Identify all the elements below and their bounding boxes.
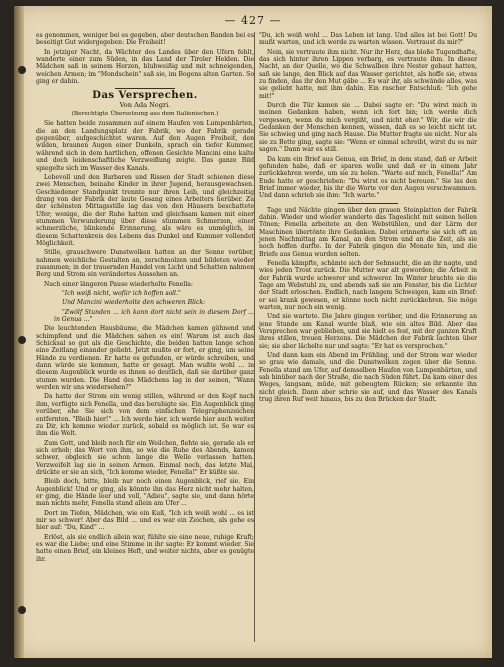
section-divider <box>115 88 175 89</box>
story-paragraph: Zum Gott, und bleib noch für ein Weilchen, flehte sie, gerade als er sich erhob; das Wort von ihm, so wie die Ruhe des Abends, kamen schwer, obgleich sie schon lange die Welle verlassen hatten. Verzweifelt lag sie in seinen Armen. Einmal noch, das letzte Mal, drückte er sie an sich, "Ich komme wieder, Fenella!" Er küßte sie. <box>36 439 254 476</box>
story-paragraph: "Du, ich weiß wohl ... Das Leben ist lang. Und alles ist bei Gott! Du mußt warten, und ich werde zu warten wissen. Vertraust du mir?" <box>259 32 477 47</box>
story-verse: "Ich weiß nicht, wofür ich hoffen soll." <box>62 290 181 297</box>
binding-hole <box>18 606 26 614</box>
story-title: Das Versprechen. <box>92 90 198 102</box>
story-paragraph: Nein, sie vertraute ihm nicht. Nur ihr Herz, das bloße Tugendhafte, das sich hinter ihren Lippen verbarg, es vertraute ihm. In dieser Nacht, an der Quelle, wo die Schwalben ihre Nester gebaut hatten, saß sie lange, den Blick auf das Wasser gerichtet, als hoffe sie, etwas zu finden, das ihr den Mut gäbe ... Es war ihr, als schwände alles, was sie geliebt hatte, mit ihm dahin. Ein rascher Entschluß: "Ich gehe mit!" <box>259 48 477 100</box>
intro-paragraph: es genommen, weniger bei es gegeben, aber deutschen Banden bei es beseitigt Gut widergegeben: Die Freiheit! <box>36 32 254 47</box>
story-paragraph: Sie hatten beide zusammen auf einem Haufen von Lumpenbärten, die an den Landungsplatz der Fabrik, wo der Fabrik gerade gegenüber, aufgeschichtet waren. Auf den Augen Freiheit, den wilden, braunen Augen einer Dunkeln, sprach ein tiefer Kummer, während sich in dem hartlichen, offenen Gesichte Mancini eine kalte und doch leidenschaftliche Verzweiflung zeigte. Das ganze Bild spiegelte sich im Wasser des Kanals. <box>36 120 254 172</box>
story-paragraph: Da hatte der Strom ein wenig stillen, während er den Kopf nach ihm, verfügte sich Fenella, und das beruhigte sie. Ein Augenblick ging vorüber, ehe Sie sich von dem einfachen Telegraphenzeichen entfernten. "Bleib hier!" ... Ich werde hier, ich werde hier auch weiter zu Dir, ich komme wieder zurück, sobald es möglich ist. So war es ihm die Welt. <box>36 393 254 438</box>
left-column <box>36 32 254 565</box>
page-binding-edge <box>14 6 24 658</box>
story-paragraph: Lebevoll und den Barbaren und Rissen der Stadt schienen diese zwei Menschen, beinahe Kinder in ihrer Jugend, herausgewachsen. Geschiedener Standpunkt trennte nur ihren Leib, und gleichzeitig drang von der Fabrik der laute Gesang eines Arbeiters herüber. Zu der schönsten Mittagsstille lag das von den Häusern beschattete Ufer; wenige, die der Ruhe hatten und gleichsam kamen mit einer stummen Verwunderung über diese stummen Schmerzen, einer schmerzliche, blinkende Erinnerung, als wäre es unmöglich, in diesem Schattenkreis des Lebens das Dunkel und Kummer vollendet Möglichkeit. <box>36 173 254 247</box>
page-number: — 427 — <box>224 14 282 27</box>
right-column <box>259 32 477 406</box>
story-paragraph: Durch die Tür kamen sie ... Dabei sagte er: "Du wirst mich in meinen Gedanken haben, wenn ich fort bin; ich werde dich vergessen, wenn du mich vergißt, und nicht eher." Wir, die wir die Gedanken der Menschen kennen, wissen, daß es so leicht nicht ist. Sie schwieg und ging nach Hause. Die Mutter fragte sie nicht. Nur als sie zu Bette ging, sagte sie: "Wenn er einmal schreibt, wirst du es mir sagen." Dann war es still. <box>259 102 477 154</box>
section-divider <box>338 203 398 204</box>
story-paragraph: Erlöst, als sie endlich allein war, fühlte sie eine neue, ruhige Kraft; es war die Liebe; und eine Stimme in ihr sagte: Er kommt wieder. Sie hatte einen Brief, ein kleines Heft, und weiter nichts, aber es genügte ihr. <box>36 533 254 563</box>
story-note: (Berechtigte Übersetzung aus dem Italienischen.) <box>71 111 219 118</box>
story-paragraph: Dort im Tiefen, Mädchen, wie ein Kuß, "Ich ich weiß wohl ... es ist mir so schwer! Aber das Bild ... und es war ein Zeichen, als gehe es hier auf: "Du, Kind" ... <box>36 509 254 532</box>
story-verse: "Zwölf Stunden ... ich kann dort nicht sein in diesem Dorf ... in Genua ..." <box>54 308 254 324</box>
story-paragraph: Stille, grauschwere Dunstwolken hatten an der Sonne vorüber, nahmen weichliche Gestalten an, zerschmolzen und bildeten wieder zusammen; in der trauernden Handel von Licht und Schatten nahmen Berg und Strom ein verändertes Aussehen an. <box>36 249 254 279</box>
story-verse: Und Mancini wiederholte den schweren Blick: <box>62 299 206 307</box>
story-paragraph: Tage und Nächte gingen über den grauen Steinplatten der Fabrik dahin. Wieder und wieder wanderte das Tageslicht mit seinen hellen Tönen; Fenella arbeitete an den Webstühlen, und der Lärm der Maschinen übertönte ihre Gedanken. Dabei erinnerte sie sich oft an jenen Nachmittag am Kanal, an den Strom und an die Zeit, als sie noch hoffen durfte. In der Fabrik gingen die Monate hin, und die Briefe aus Genua wurden selten. <box>259 206 477 258</box>
story-author: Von Ada Negri. <box>119 100 171 109</box>
story-paragraph: Und sie wartete. Die Jahre gingen vorüber, und die Erinnerung an jene Stunde am Kanal wurde blaß, wie ein altes Bild. Aber das Versprechen war geblieben, und sie hielt es fest, mit der ganzen Kraft ihres stillen, treuen Herzens. Die Mädchen der Fabrik lachten über sie; sie aber lächelte nur und sagte: "Er hat es versprochen." <box>259 313 477 350</box>
binding-hole <box>18 336 26 344</box>
story-paragraph: Nach einer längeren Pause wiederholte Fenella: <box>44 280 193 288</box>
story-paragraph: Da kam ein Brief aus Genua, ein Brief, in dem stand, daß er Arbeit gefunden habe, daß er sparen wolle und daß er in einem Jahr zurückkehren werde, um sie zu holen. "Warte auf mich, Fenella!" Am Ende hatte er geschrieben: "Du wirst es nicht bereuen." Sie las den Brief immer wieder, bis ihr die Worte vor den Augen verschwammen. Und dann schrieb sie ihm: "Ich warte." <box>259 155 477 200</box>
story-paragraph: Und dann kam ein Abend im Frühling, und der Strom war wieder so grau wie damals, und die Dunstwolken zogen über die Sonne. Fenella stand am Ufer, auf demselben Haufen von Lumpenbärten, und sah hinüber nach der Straße, die nach Süden führt. Da kam einer des Weges, langsam, müde, mit gebeugtem Rücken; sie erkannte ihn nicht gleich. Dann aber schrie sie auf, und das Wasser des Kanals trug ihren Ruf weit hinaus, bis zu den Brücken der Stadt. <box>259 352 477 404</box>
column-divider <box>254 32 255 642</box>
newspaper-page <box>14 6 492 658</box>
intro-paragraph: In jetziger Nacht, da Wächter des Landes über den Ufern fehlt, wanderte einer zum Süden, in das Land der Tiroler Helden. Die Mädchen saß in seinem Herzen, bluhweißig und mit schneigenden, weichen Armen; im "Mondschein" saß sie, im Bogens alten Garten. So ging er dahin. <box>36 48 254 86</box>
story-paragraph: Bleib doch, bitte, bleib nur noch einen Augenblick, rief sie. Ein Augenblick! Und er ging, als könnte ihn das Herz nicht mehr halten, er ging, die Hände leer und voll, "Adieu", sagte sie, und dann hörte man nichts mehr, Fenella stand allein am Ufer ... <box>36 478 254 508</box>
story-paragraph: Fenella kämpfte, schämte sich der Sehnsucht, die an ihr nagte, und wies jeden Trost zurück. Die Mutter war alt geworden; die Arbeit in der Fabrik wurde schwerer und schwerer. Im Winter brachte sie die Tage am Webstuhl zu, und abends saß sie am Fenster, bis die Lichter der Stadt erloschen. Endlich, nach langem Schweigen, kam ein Brief: er sei krank gewesen, er könne noch nicht zurückkehren. Sie möge warten, nur noch ein wenig. <box>259 259 477 312</box>
binding-hole <box>18 66 26 74</box>
story-paragraph: Die leuchtenden Hausbäume, die Mädchen kamen gähnend und schimpfend und die Mädchen sahen es ein! Warum ist auch das Schicksal so gut als die Geschichte, die beiden hatten lange schon eine Zeitlang einander geliebt. Jetzt mußte er fort, er ging, um seine Hände zu verdienen. Er hatte es gefunden, er würde schreiben, und dann würde sie kommen, hatte er gesagt. Man wußte wohl ... in diesem Augenblick wurde es ihnen so deutlich, daß sie darüber ganz stumm wurden. Die Hand des Mädchens lag in der seinen, "Wann werden wir uns wiedersehen?" <box>36 325 254 392</box>
